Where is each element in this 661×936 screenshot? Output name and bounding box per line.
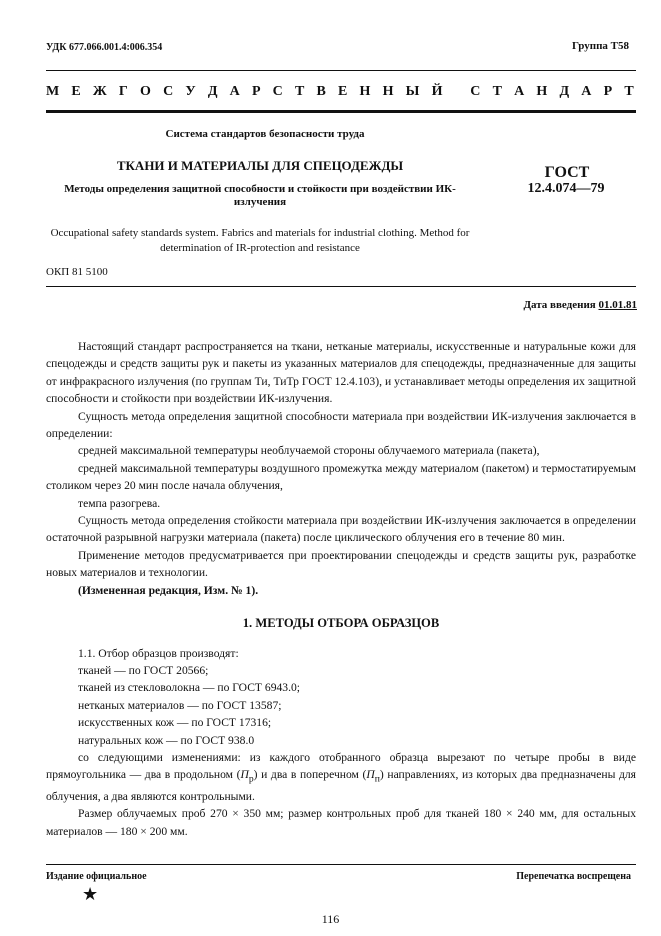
banner-letter: Й: [431, 84, 443, 99]
banner-letter: Т: [492, 84, 502, 99]
banner-gap: [455, 84, 459, 100]
banner-letter: У: [185, 84, 196, 99]
symbol-sub: п: [374, 773, 380, 785]
star-icon: ★: [82, 884, 99, 904]
section-heading: 1. МЕТОДЫ ОТБОРА ОБРАЗЦОВ: [242, 616, 440, 631]
banner-letter: Г: [118, 84, 128, 99]
banner-rule: [46, 110, 636, 113]
banner-letter: Ы: [405, 84, 420, 99]
footer-rule: [46, 864, 636, 865]
paragraph: темпа разогрева.: [78, 496, 161, 510]
banner-letter: А: [581, 84, 592, 99]
reprint-forbidden: Перепечатка воспрещена: [516, 871, 631, 882]
text-run: ) и два в поперечном (: [253, 768, 367, 782]
okp-rule: [46, 286, 636, 287]
banner-letter: Т: [624, 84, 634, 99]
list-item: натуральных кож — по ГОСТ 938.0: [78, 733, 255, 747]
banner-letter: С: [163, 84, 174, 99]
amendment-note: (Измененная редакция, Изм. № 1).: [78, 583, 259, 597]
banner-letter: Н: [536, 84, 548, 99]
list-item: нетканых материалов — по ГОСТ 13587;: [78, 698, 282, 712]
list-item: искусственных кож — по ГОСТ 17316;: [78, 716, 272, 730]
document-body: [46, 338, 636, 840]
text-run: ) направлениях, из которых два предназначены для облучения, а два являются контрольными.: [46, 768, 636, 804]
banner-letter: А: [514, 84, 525, 99]
introduction-date: [523, 299, 637, 311]
list-item: тканей — по ГОСТ 20566;: [78, 663, 209, 677]
paragraph: Применение методов предусматривается при проектировании спецодежды и средств защиты рук, разработке новых материалов и технологии.: [46, 548, 636, 580]
banner-letter: Е: [71, 84, 81, 99]
standard-banner: [46, 84, 634, 100]
banner-letter: М: [46, 84, 60, 99]
paragraph: 1.1. Отбор образцов производят:: [78, 646, 239, 660]
group-code: Группа Т58: [571, 40, 629, 52]
banner-letter: Р: [251, 84, 261, 99]
banner-letter: Ж: [92, 84, 107, 99]
banner-letter: А: [229, 84, 240, 99]
list-item: тканей из стекловолокна — по ГОСТ 6943.0;: [78, 681, 301, 695]
main-title: ТКАНИ И МАТЕРИАЛЫ ДЛЯ СПЕЦОДЕЖДЫ: [116, 158, 404, 173]
banner-letter: Н: [359, 84, 371, 99]
paragraph: Сущность метода определения защитной способности материала при воздействии ИК-излучения заключается в определении:: [46, 409, 636, 441]
paragraph: средней максимальной температуры необлучаемой стороны облучаемого материала (пакета),: [78, 444, 540, 458]
banner-letter: Р: [603, 84, 613, 99]
gost-label: ГОСТ: [544, 164, 590, 181]
official-edition: Издание официальное: [46, 871, 147, 882]
udk-code: УДК 677.066.001.4:006.354: [46, 42, 163, 53]
banner-letter: В: [316, 84, 326, 99]
page-number: 116: [321, 912, 340, 926]
system-title: Система стандартов безопасности труда: [165, 128, 365, 140]
paragraph: средней максимальной температуры воздушного промежутка между материалом (пакетом) и термостатируемым столиком через 20 мин после начала облучения,: [46, 461, 636, 493]
banner-letter: Д: [559, 84, 570, 99]
okp-code: ОКП 81 5100: [46, 266, 108, 278]
date-label: Дата введения: [523, 299, 596, 311]
text-run: со следующими изменениями: из каждого отобранного образца вырезают по четыре пробы в виде прямоугольника — два в продольном (: [46, 750, 636, 782]
banner-letter: Д: [207, 84, 218, 99]
subtitle: Методы определения защитной способности и стойкости при воздействии ИК-излучения: [64, 183, 456, 209]
banner-letter: Т: [294, 84, 305, 99]
gost-number: 12.4.074—79: [527, 181, 605, 196]
banner-letter: Н: [382, 84, 394, 99]
banner-letter: С: [272, 84, 283, 99]
top-rule: [46, 70, 636, 71]
paragraph: Настоящий стандарт распространяется на ткани, нетканые материалы, искусственные и натуральные кожи для спецодежды и средств защиты рук и пакеты из указанных материалов для спецодежды, предназначенные для защиты от инфракрасного излучения (по группам Ти, ТиТр ГОСТ 12.4.103), и устанавливает методы определения их защитной способности и стойкости при воздействии ИК-излучения.: [46, 340, 636, 406]
paragraph: Размер облучаемых проб 270 × 350 мм; размер контрольных проб для тканей 180 × 240 мм, для остальных материалов — 180 × 200 мм.: [46, 807, 636, 838]
paragraph: [46, 749, 636, 806]
symbol-sub: р: [248, 773, 254, 785]
banner-letter: О: [140, 84, 151, 99]
symbol: П: [240, 768, 249, 782]
english-title: Occupational safety standards system. Fabrics and materials for industrial clothing. Method for determination of IR-protection and resistance: [50, 227, 470, 254]
symbol: П: [366, 768, 375, 782]
banner-letter: Е: [338, 84, 348, 99]
banner-letter: С: [470, 84, 481, 99]
paragraph: Сущность метода определения стойкости материала при воздействии ИК-излучения заключается в определении остаточной разрывной нагрузки материала (пакета) после циклического облучения его в течение 80 мин.: [46, 514, 636, 545]
date-value: 01.01.81: [598, 299, 637, 311]
